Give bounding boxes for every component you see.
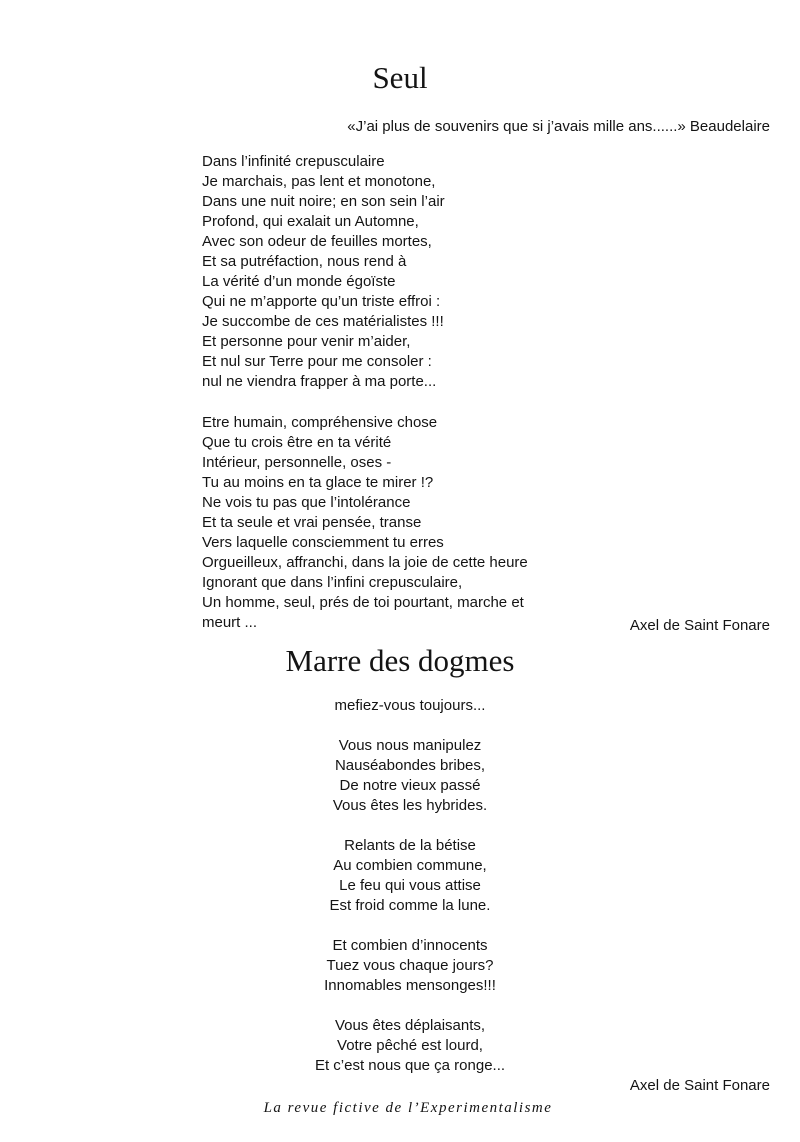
footer-publication: La revue fictive de l’Experimentalisme bbox=[263, 1100, 553, 1116]
verse-line: Je marchais, pas lent et monotone, bbox=[202, 173, 436, 190]
verse-line: Vous êtes les hybrides. bbox=[332, 797, 488, 814]
verse-line: Dans l’infinité crepusculaire bbox=[202, 153, 385, 170]
verse-line: Tu au moins en ta glace te mirer !? bbox=[202, 474, 434, 491]
verse-line: Avec son odeur de feuilles mortes, bbox=[202, 233, 432, 250]
verse-line: De notre vieux passé bbox=[339, 777, 481, 794]
verse-line: Et combien d’innocents bbox=[332, 937, 488, 954]
author-signature: Axel de Saint Fonare bbox=[629, 1077, 770, 1094]
author-signature: Axel de Saint Fonare bbox=[629, 617, 770, 634]
stanza bbox=[0, 736, 800, 816]
verse-line: Ignorant que dans l’infini crepusculaire, bbox=[202, 574, 463, 591]
stanza bbox=[0, 936, 800, 996]
verse-line: Et ta seule et vrai pensée, transe bbox=[202, 514, 422, 531]
verse-line: Tuez vous chaque jours? bbox=[326, 957, 494, 974]
verse-line: Et c’est nous que ça ronge... bbox=[314, 1057, 506, 1074]
epigraph: «J’ai plus de souvenirs que si j’avais mille ans......» Beaudelaire bbox=[347, 118, 770, 135]
verse-line: Le feu qui vous attise bbox=[339, 877, 481, 894]
verse-line: Vous nous manipulez bbox=[338, 737, 482, 754]
verse-line: Et nul sur Terre pour me consoler : bbox=[202, 353, 432, 370]
verse-line: meurt ... bbox=[202, 614, 258, 631]
stanza bbox=[0, 836, 800, 916]
verse-line: Que tu crois être en ta vérité bbox=[202, 434, 392, 451]
verse-line: Qui ne m’apporte qu’un triste effroi : bbox=[202, 293, 441, 310]
verse-line: Relants de la bétise bbox=[344, 837, 476, 854]
stanza bbox=[0, 1016, 800, 1076]
verse-line: Orgueilleux, affranchi, dans la joie de cette heure bbox=[202, 554, 528, 571]
verse-line: Nauséabondes bribes, bbox=[334, 757, 486, 774]
verse-line: Et personne pour venir m’aider, bbox=[202, 333, 411, 350]
verse-line: Vous êtes déplaisants, bbox=[334, 1017, 486, 1034]
verse-line: Vers laquelle consciemment tu erres bbox=[202, 534, 444, 551]
verse-line: Etre humain, compréhensive chose bbox=[202, 414, 438, 431]
verse-line: Votre pêché est lourd, bbox=[337, 1037, 483, 1054]
verse-line: Intérieur, personnelle, oses - bbox=[202, 454, 392, 471]
poem-title-seul: Seul bbox=[372, 60, 428, 95]
verse-line: Un homme, seul, prés de toi pourtant, marche et bbox=[202, 594, 524, 611]
verse-line: Dans une nuit noire; en son sein l’air bbox=[202, 193, 445, 210]
verse-line: Je succombe de ces matérialistes !!! bbox=[202, 313, 444, 330]
verse-line: nul ne viendra frapper à ma porte... bbox=[202, 373, 437, 390]
poem-title-marre-des-dogmes: Marre des dogmes bbox=[285, 643, 515, 678]
poem-intro: mefiez-vous toujours... bbox=[334, 697, 486, 714]
verse-line: Est froid comme la lune. bbox=[329, 897, 491, 914]
verse-line: Au combien commune, bbox=[333, 857, 487, 874]
verse-line: La vérité d’un monde égoïste bbox=[202, 273, 396, 290]
verse-line: Innomables mensonges!!! bbox=[324, 977, 496, 994]
verse-line: Et sa putréfaction, nous rend à bbox=[202, 253, 407, 270]
stanza bbox=[202, 413, 528, 633]
stanza bbox=[202, 152, 445, 392]
verse-line: Profond, qui exalait un Automne, bbox=[202, 213, 419, 230]
verse-line: Ne vois tu pas que l’intolérance bbox=[202, 494, 411, 511]
